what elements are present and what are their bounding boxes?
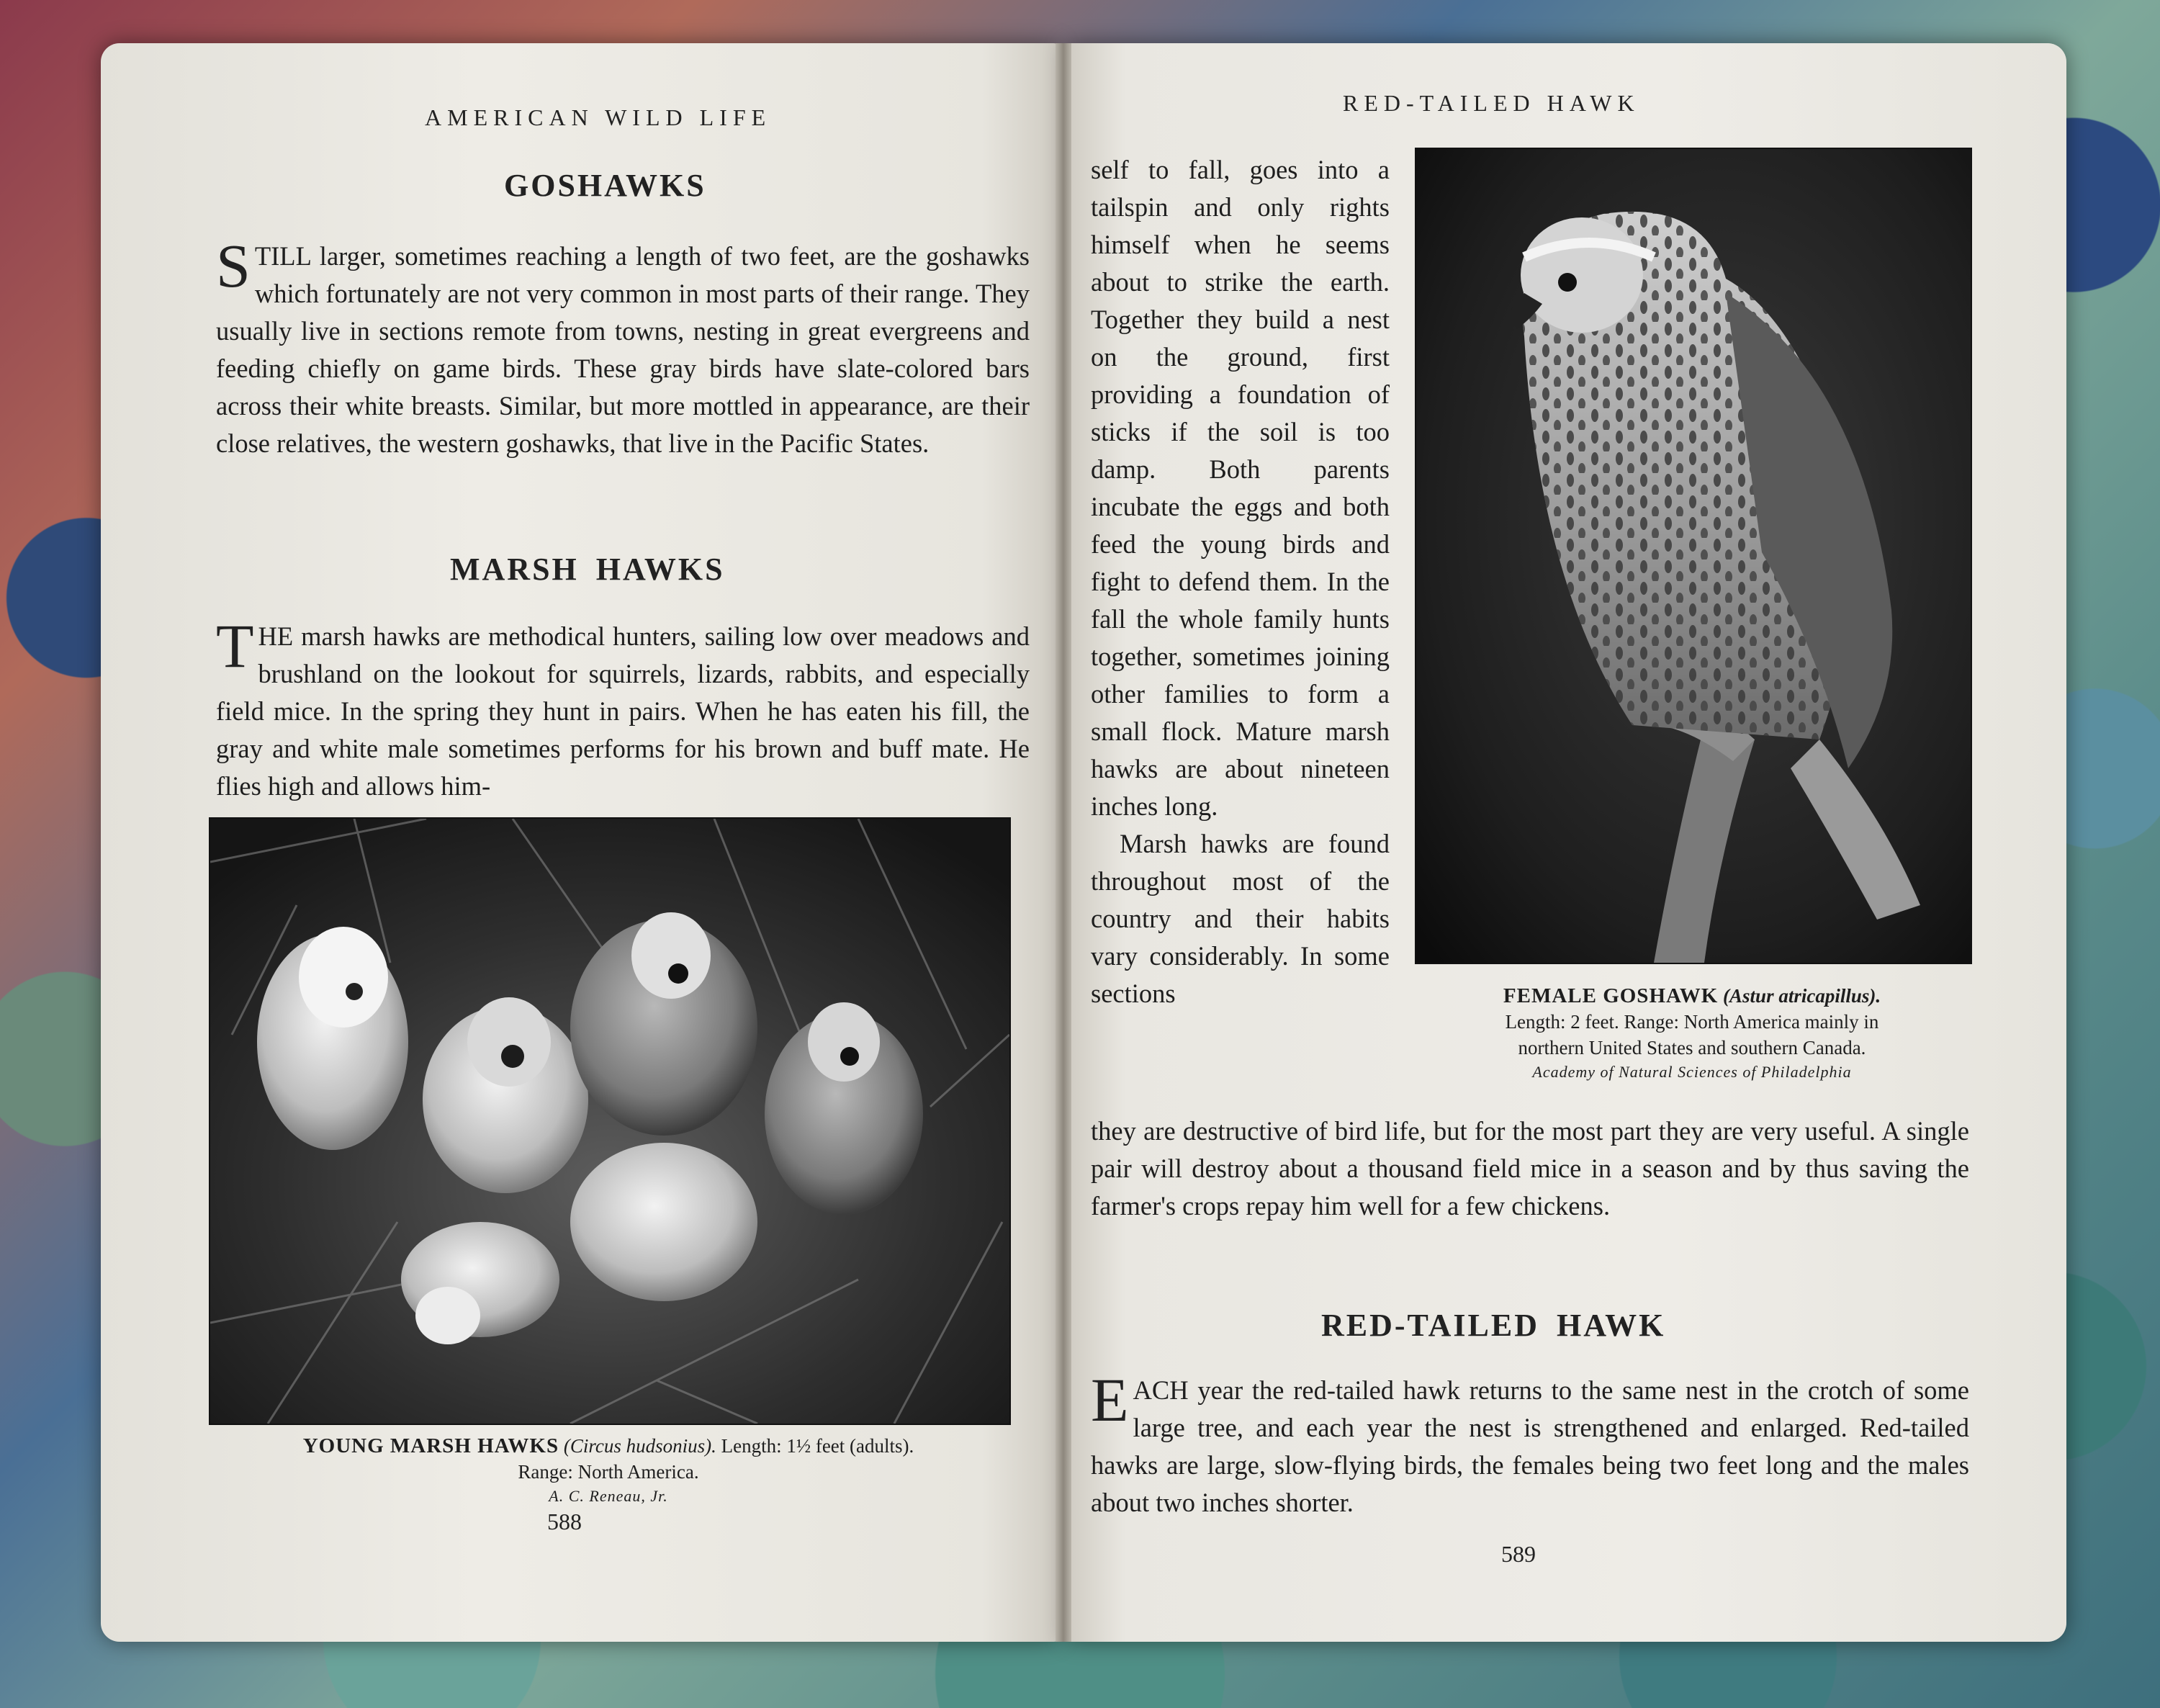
female-goshawk-caption <box>1408 983 1976 1084</box>
left-running-head: AMERICAN WILD LIFE <box>425 104 772 130</box>
right-column-paragraph-1: self to fall, goes into a tailspin and only rights himself when he seems about to strike the earth. Together they build a nest on the ground, first providing a foundation of sticks if the soil is too damp. Both parents incubate the eggs and both feed the young birds and fight to defend them. In the fall the whole family hunts together, sometimes joining other families to form a small flock. Mature marsh hawks are about nineteen inches long. <box>1091 155 1390 821</box>
marsh-caption-detail: Length: 1½ feet (adults). <box>721 1435 914 1457</box>
goshawks-text: TILL larger, sometimes reaching a length of two feet, are the goshawks which fortunately are not very common in most parts of their range. They usually live in sections remote from towns, nesting in great evergreens and feeding chiefly on game birds. These gray birds have slate-colored bars across their white breasts. Similar, but more mottled in appearance, are their close relatives, the western goshawks, that live in the Pacific States. <box>216 241 1030 458</box>
red-tailed-dropcap: E <box>1091 1365 1129 1434</box>
goshawks-heading: GOSHAWKS <box>504 168 706 203</box>
goshawks-dropcap: S <box>216 231 251 300</box>
female-goshawk-image <box>1416 149 1971 963</box>
right-running-head: RED-TAILED HAWK <box>1343 90 1640 116</box>
right-page-number: 589 <box>1501 1541 1536 1567</box>
goshawk-caption-line-2: Length: 2 feet. Range: North America mainly in <box>1505 1011 1879 1033</box>
continued-paragraph: they are destructive of bird life, but for the most part they are very useful. A single pair will destroy about a thousand field mice in a season and by thus saving the farmer's crops repay him well for a few chickens. <box>1091 1116 1969 1221</box>
goshawk-photo-credit: Academy of Natural Sciences of Philadelphia <box>1532 1063 1852 1081</box>
goshawk-caption-title: FEMALE GOSHAWK <box>1503 984 1719 1007</box>
marsh-hawks-heading: MARSH HAWKS <box>450 552 725 587</box>
marsh-caption-title: YOUNG MARSH HAWKS <box>302 1434 559 1457</box>
young-marsh-hawks-photo <box>209 817 1011 1425</box>
right-column-text <box>1091 151 1390 1012</box>
young-marsh-hawks-image <box>210 819 1009 1424</box>
female-goshawk-photo <box>1415 148 1972 964</box>
marsh-caption-latin: (Circus hudsonius). <box>563 1435 716 1457</box>
red-tailed-hawk-heading: RED-TAILED HAWK <box>1321 1308 1666 1343</box>
goshawk-caption-line-1 <box>1408 983 1976 1009</box>
marsh-hawks-paragraph <box>216 611 1030 805</box>
marsh-caption-range: Range: North America. <box>518 1461 699 1483</box>
book-gutter <box>1056 43 1071 1642</box>
red-tailed-paragraph <box>1091 1365 1969 1522</box>
goshawk-caption-line-3: northern United States and southern Canada. <box>1518 1037 1866 1058</box>
marsh-caption-line-1 <box>209 1433 1008 1459</box>
marsh-photo-credit: A. C. Reneau, Jr. <box>549 1487 668 1505</box>
goshawk-caption-latin: (Astur atricapillus). <box>1723 985 1881 1007</box>
red-tailed-text: ACH year the red-tailed hawk returns to the same nest in the crotch of some large tree, and each year the nest is strengthened and enlarged. Red-tailed hawks are large, slow-flying birds, the females being two feet long and the males about two inches shorter. <box>1091 1375 1969 1517</box>
goshawks-paragraph <box>216 231 1030 462</box>
right-column-paragraph-2: Marsh hawks are found throughout most of the country and their habits vary considerably. In some sections <box>1091 829 1390 1008</box>
young-marsh-hawks-caption <box>209 1433 1008 1508</box>
marsh-hawks-dropcap: T <box>216 611 254 680</box>
marsh-hawks-text: HE marsh hawks are methodical hunters, sailing low over meadows and brushland on the lookout for squirrels, lizards, rabbits, and especially field mice. In the spring they hunt in pairs. When he has eaten his fill, the gray and white male sometimes performs for his brown and buff mate. He flies high and allows him- <box>216 621 1030 801</box>
left-page-number: 588 <box>547 1509 582 1534</box>
